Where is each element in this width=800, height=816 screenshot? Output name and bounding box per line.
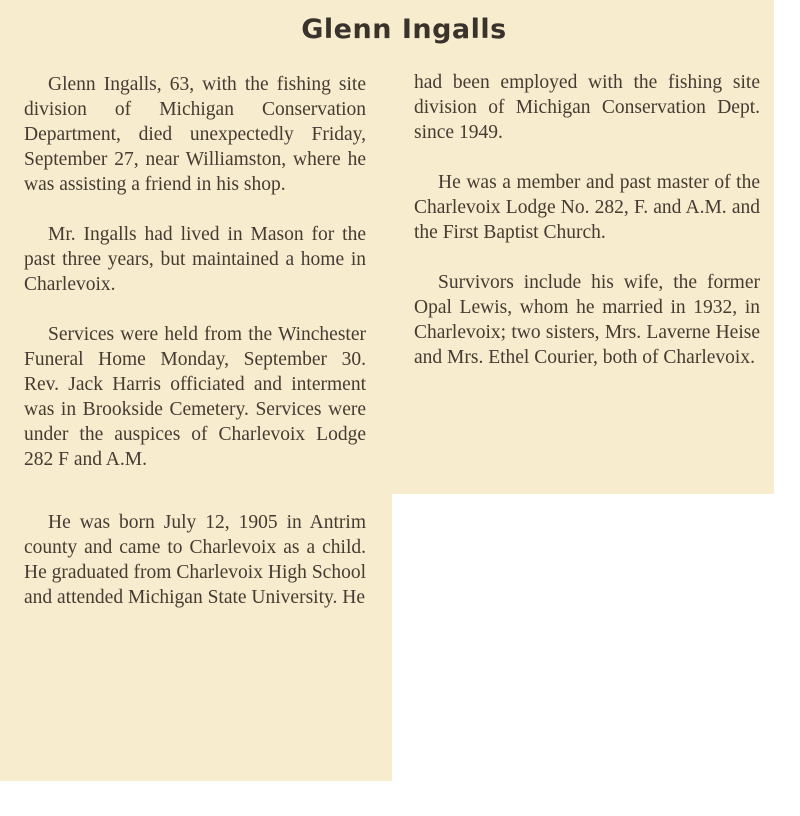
article-paragraph: Survivors include his wife, the former Opal Lewis, whom he married in 1932, in Charlevoix; two sisters, Mrs. Laverne Heise and Mrs. Ethel Courier, both of Charlevoix. [414, 272, 760, 368]
article-paragraph: Glenn Ingalls, 63, with the fishing site division of Michigan Conservation Department, died unexpectedly Friday, September 27, near Williamston, where he was assisting a friend in his shop. [24, 74, 366, 195]
article-paragraph: Mr. Ingalls had lived in Mason for the past three years, but maintained a home in Charlevoix. [24, 224, 366, 295]
article-column-left [24, 72, 366, 610]
article-paragraph: Services were held from the Winchester Funeral Home Monday, September 30. Rev. Jack Harris officiated and interment was in Brookside Cemetery. Services were under the auspices of Charlevoix Lodge 282 F and A.M. [24, 324, 366, 470]
article-paragraph-continued: had been employed with the fishing site division of Michigan Conservation Dept. since 1949. [414, 72, 760, 143]
article-column-right [414, 70, 760, 370]
obituary-headline: Glenn Ingalls [301, 14, 507, 45]
article-paragraph: He was a member and past master of the Charlevoix Lodge No. 282, F. and A.M. and the First Baptist Church. [414, 172, 760, 243]
article-paragraph: He was born July 12, 1905 in Antrim county and came to Charlevoix as a child. He graduated from Charlevoix High School and attended Michigan State University. He [24, 512, 366, 608]
